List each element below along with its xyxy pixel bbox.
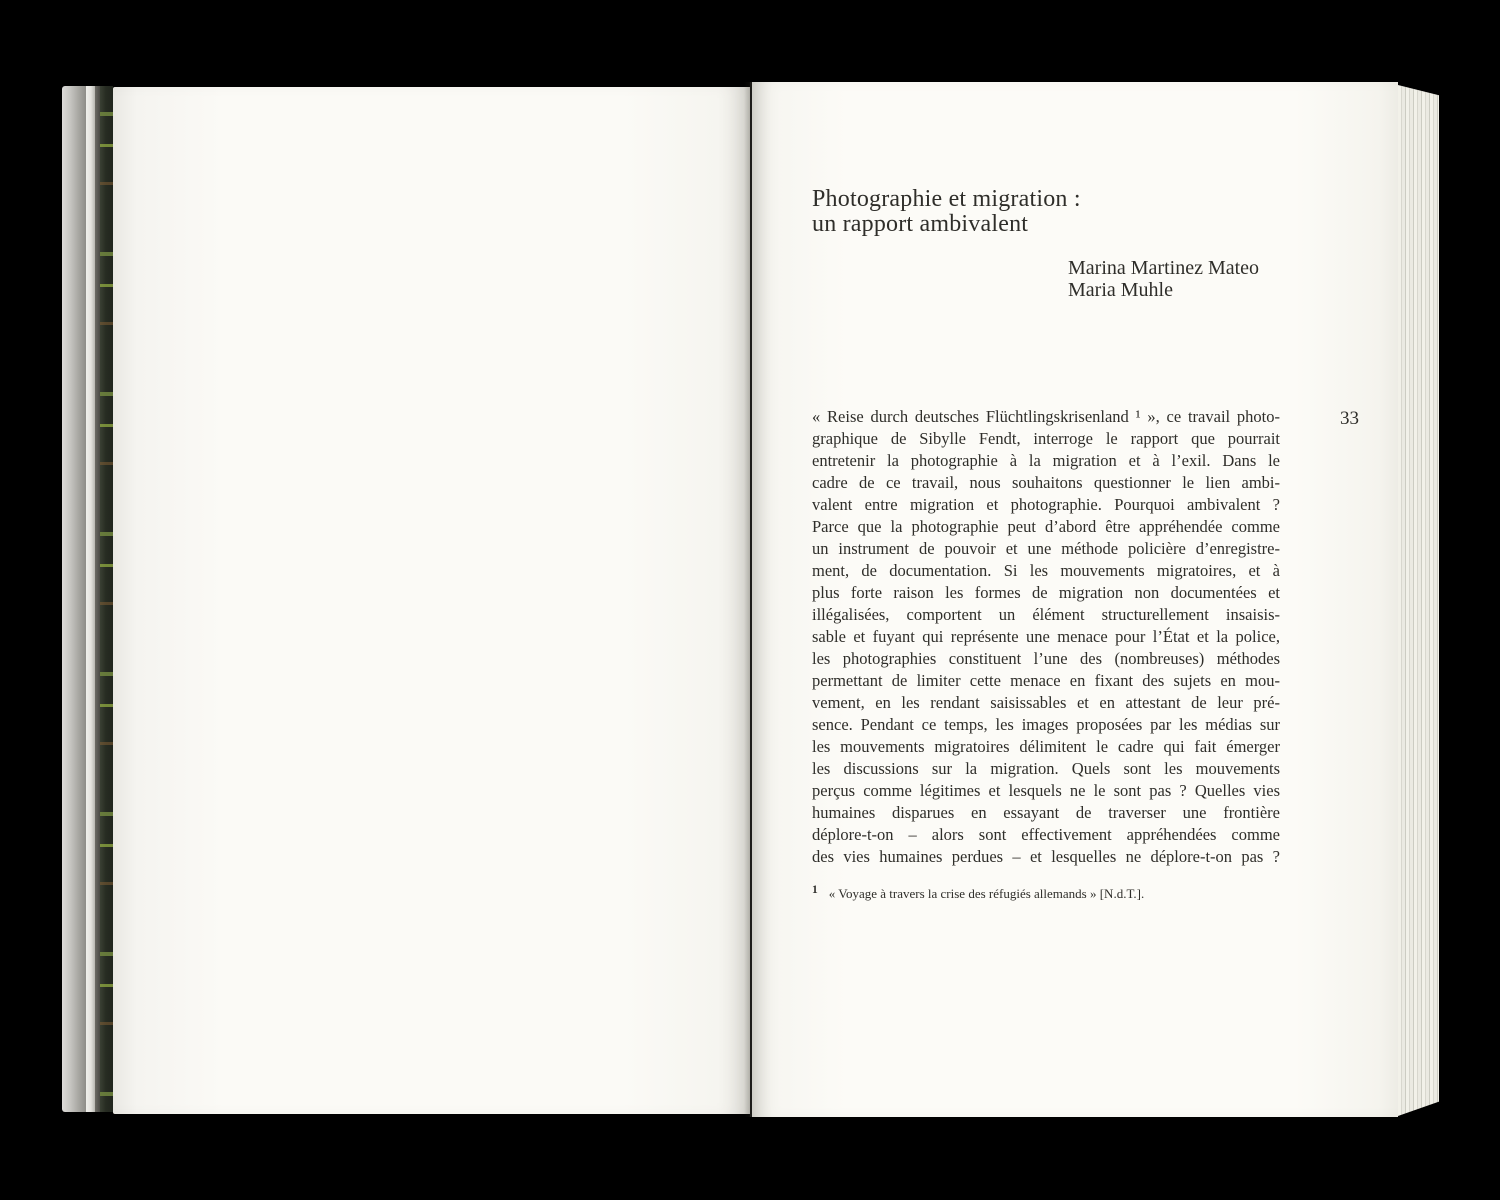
author-name: Maria Muhle [1068,279,1173,301]
chapter-title-line-2: un rapport ambivalent [812,211,1029,237]
body-text-line: graphique de Sibylle Fendt, interroge le rapport que pourrait [812,429,1280,448]
body-text-line: des vies humaines perdues – et lesquelles ne déplore-t-on pas ? [812,847,1280,866]
body-paragraph [812,406,1280,868]
body-text-line: Parce que la photographie peut d’abord être appréhendée comme [812,517,1280,536]
body-text-line: « Reise durch deutsches Flüchtlingskrisenland ¹ », ce travail photo- [812,407,1280,426]
book-cover-edge [62,86,86,1112]
footnote-text: « Voyage à travers la crise des réfugiés allemands » [N.d.T.]. [828,886,1145,901]
body-text-line: vement, en les rendant saisissables et en attestant de leur pré- [812,693,1280,712]
chapter-title [812,187,1081,237]
body-text-line: perçus comme légitimes et lesquels ne le sont pas ? Quelles vies [812,781,1280,800]
body-text-line: ment, de documentation. Si les mouvements migratoires, et à [812,561,1280,580]
page-number: 33 [1340,408,1359,429]
body-text-line: un instrument de pouvoir et une méthode policière d’enregistre- [812,539,1280,558]
body-text-line: les photographies constituent l’une des (nombreuses) méthodes [812,649,1280,668]
body-text-line: humaines disparues en essayant de traverser une frontière [812,803,1280,822]
body-text-line: les discussions sur la migration. Quels sont les mouvements [812,759,1280,778]
body-text-line: illégalisées, comportent un élément structurellement insaisis- [812,605,1280,624]
body-text-line: déplore-t-on – alors sont effectivement appréhendées comme [812,825,1280,844]
body-text-line: entretenir la photographie à la migration et à l’exil. Dans le [812,451,1280,470]
author-names [1068,257,1259,301]
right-fanned-page-edges [1398,85,1439,1116]
right-page [752,82,1398,1117]
body-text-line: cadre de ce travail, nous souhaitons questionner le lien ambi- [812,473,1280,492]
body-text-line: permettant de limiter cette menace en fixant des sujets en mou- [812,671,1280,690]
body-text-line: sable et fuyant qui représente une menace pour l’État et la police, [812,627,1280,646]
left-fanned-page-edges [62,86,113,1112]
body-text-line: plus forte raison les formes de migration non documentées et [812,583,1280,602]
body-text-line: sence. Pendant ce temps, les images proposées par les médias sur [812,715,1280,734]
white-page-edge [86,86,95,1112]
body-text-line: valent entre migration et photographie. Pourquoi ambivalent ? [812,495,1280,514]
footnote [812,882,1282,902]
left-page-blank [113,87,750,1114]
chapter-title-line-1: Photographie et migration : [812,186,1081,212]
author-name: Marina Martinez Mateo [1068,257,1260,279]
photo-page-edges [100,86,113,1112]
body-text-line: les mouvements migratoires délimitent le cadre qui fait émerger [812,737,1280,756]
footnote-marker: 1 [812,884,818,896]
